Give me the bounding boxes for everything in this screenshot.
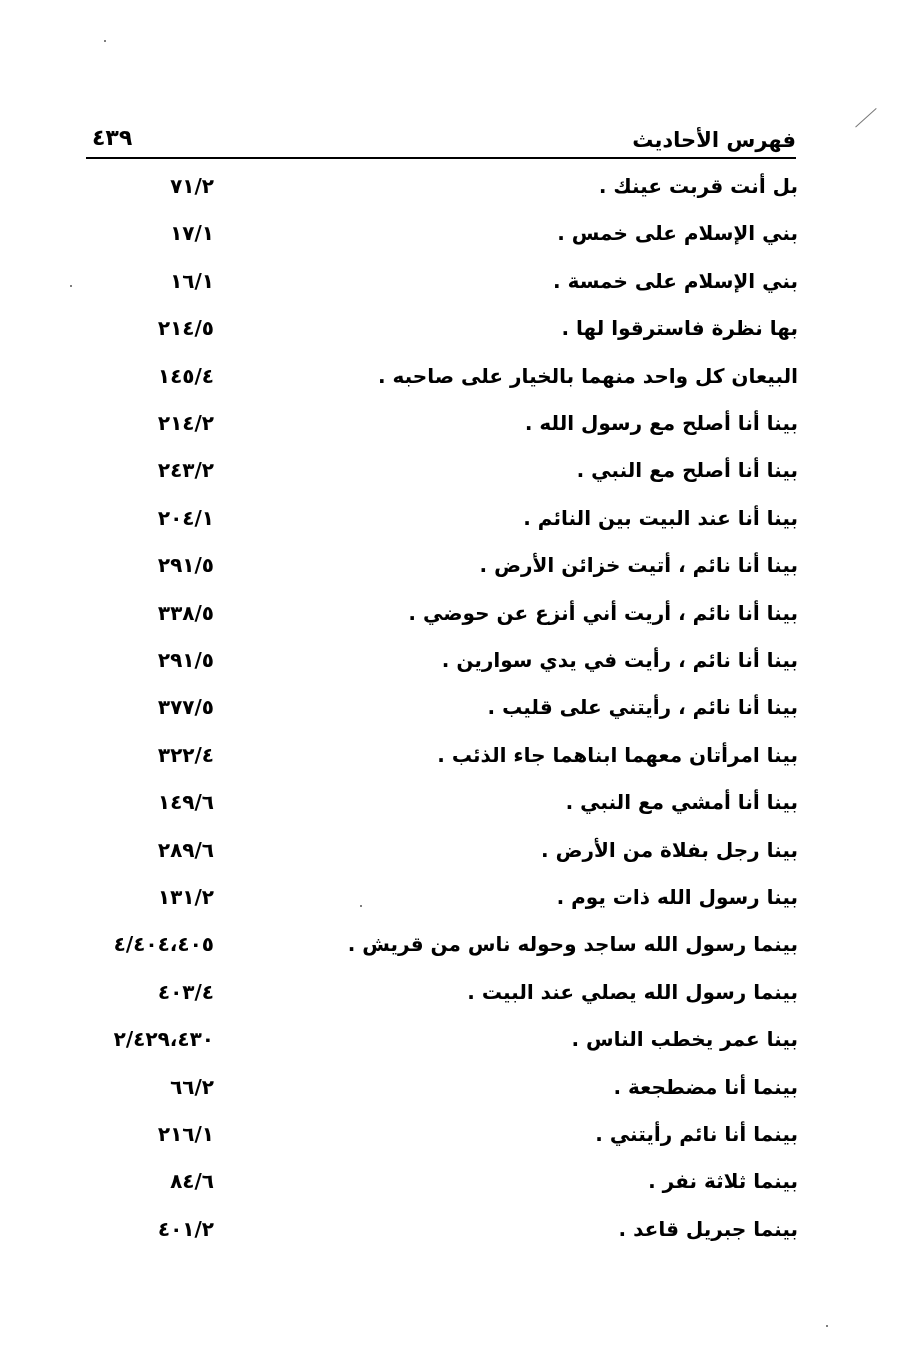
volume-page-reference: ١٣١/٢ <box>157 885 214 909</box>
index-entry <box>0 1017 898 1063</box>
index-entry <box>0 591 898 637</box>
hadith-text: بينما أنا نائم رأيتني . <box>595 1122 798 1146</box>
index-entry <box>0 401 898 447</box>
margin-pencil-mark <box>855 108 876 127</box>
index-entry <box>0 970 898 1016</box>
hadith-text: بينا أنا أصلح مع النبي . <box>576 458 798 483</box>
volume-page-reference: ٢/٤٢٩،٤٣٠ <box>113 1027 214 1052</box>
volume-page-reference: ٨٤/٦ <box>170 1169 214 1194</box>
index-entry <box>0 733 898 779</box>
hadith-text: بها نظرة فاسترقوا لها . <box>561 316 798 341</box>
volume-page-reference: ١٦/١ <box>170 268 214 293</box>
hadith-text: بينا أنا أمشي مع النبي . <box>565 790 798 815</box>
index-entry <box>0 259 898 305</box>
volume-page-reference: ٣٧٧/٥ <box>157 695 214 720</box>
index-entry <box>0 164 898 210</box>
hadith-text: بينما رسول الله ساجد وحوله ناس من قريش . <box>347 932 798 957</box>
hadith-text: بينما ثلاثة نفر . <box>648 1169 798 1194</box>
index-entry <box>0 638 898 684</box>
index-entry <box>0 543 898 589</box>
scan-speck <box>104 40 106 42</box>
hadith-text: بينما أنا مضطجعة . <box>613 1074 798 1099</box>
hadith-text: بينا رجل بفلاة من الأرض . <box>541 837 798 862</box>
volume-page-reference: ٢٠٤/١ <box>157 505 214 530</box>
volume-page-reference: ٢١٤/٥ <box>157 316 214 341</box>
hadith-text: بينا أنا عند البيت بين النائم . <box>523 505 798 530</box>
volume-page-reference: ١٤٩/٦ <box>157 790 214 815</box>
index-entry <box>0 211 898 257</box>
volume-page-reference: ٤/٤٠٤،٤٠٥ <box>113 932 214 957</box>
hadith-text: بينا أنا نائم ، رأيتني على قليب . <box>487 695 798 720</box>
hadith-text: بينا أنا نائم ، رأيت في يدي سوارين . <box>441 648 798 672</box>
volume-page-reference: ٢١٦/١ <box>157 1122 214 1146</box>
index-entry <box>0 306 898 352</box>
index-entry <box>0 922 898 968</box>
volume-page-reference: ٤٠٣/٤ <box>157 979 214 1004</box>
page-number: ٤٣٩ <box>92 126 133 151</box>
volume-page-reference: ٤٠١/٢ <box>157 1216 214 1241</box>
volume-page-reference: ٢٨٩/٦ <box>157 837 214 862</box>
hadith-text: بينا أنا أصلح مع رسول الله . <box>524 411 798 435</box>
index-entry <box>0 685 898 731</box>
hadith-text: بني الإسلام على خمسة . <box>553 268 798 293</box>
volume-page-reference: ١٤٥/٤ <box>157 363 214 388</box>
scan-speck <box>826 1325 828 1327</box>
volume-page-reference: ٢١٤/٢ <box>157 411 214 435</box>
hadith-text: بينا أنا نائم ، أريت أني أنزع عن حوضي . <box>408 600 798 625</box>
index-entry <box>0 448 898 494</box>
hadith-text: بينا عمر يخطب الناس . <box>571 1027 798 1052</box>
volume-page-reference: ٣٢٢/٤ <box>157 742 214 767</box>
volume-page-reference: ٢٤٣/٢ <box>157 458 214 483</box>
index-entry <box>0 1112 898 1158</box>
hadith-text: بينما جبريل قاعد . <box>618 1216 798 1241</box>
hadith-text: بل أنت قربت عينك . <box>598 174 798 198</box>
volume-page-reference: ٦٦/٢ <box>170 1074 214 1099</box>
index-entry <box>0 496 898 542</box>
hadith-text: بينما رسول الله يصلي عند البيت . <box>467 979 798 1004</box>
hadith-text: البيعان كل واحد منهما بالخيار على صاحبه . <box>377 363 798 388</box>
index-entry <box>0 780 898 826</box>
index-entry <box>0 1207 898 1253</box>
hadith-text: بينا امرأتان معهما ابناهما جاء الذئب . <box>437 742 798 767</box>
index-entry <box>0 354 898 400</box>
index-entry <box>0 828 898 874</box>
volume-page-reference: ١٧/١ <box>170 221 214 246</box>
volume-page-reference: ٢٩١/٥ <box>157 648 214 672</box>
index-entry <box>0 875 898 921</box>
index-entry <box>0 1065 898 1111</box>
hadith-text: بينا أنا نائم ، أتيت خزائن الأرض . <box>479 553 798 578</box>
hadith-text: بني الإسلام على خمس . <box>557 221 798 246</box>
page-header <box>88 122 796 158</box>
hadith-text: بينا رسول الله ذات يوم . <box>556 885 798 909</box>
page-title: فهرس الأحاديث <box>632 128 796 152</box>
volume-page-reference: ٧١/٢ <box>170 174 214 198</box>
header-divider <box>86 157 796 159</box>
index-entry <box>0 1159 898 1205</box>
volume-page-reference: ٣٣٨/٥ <box>157 600 214 625</box>
volume-page-reference: ٢٩١/٥ <box>157 553 214 578</box>
